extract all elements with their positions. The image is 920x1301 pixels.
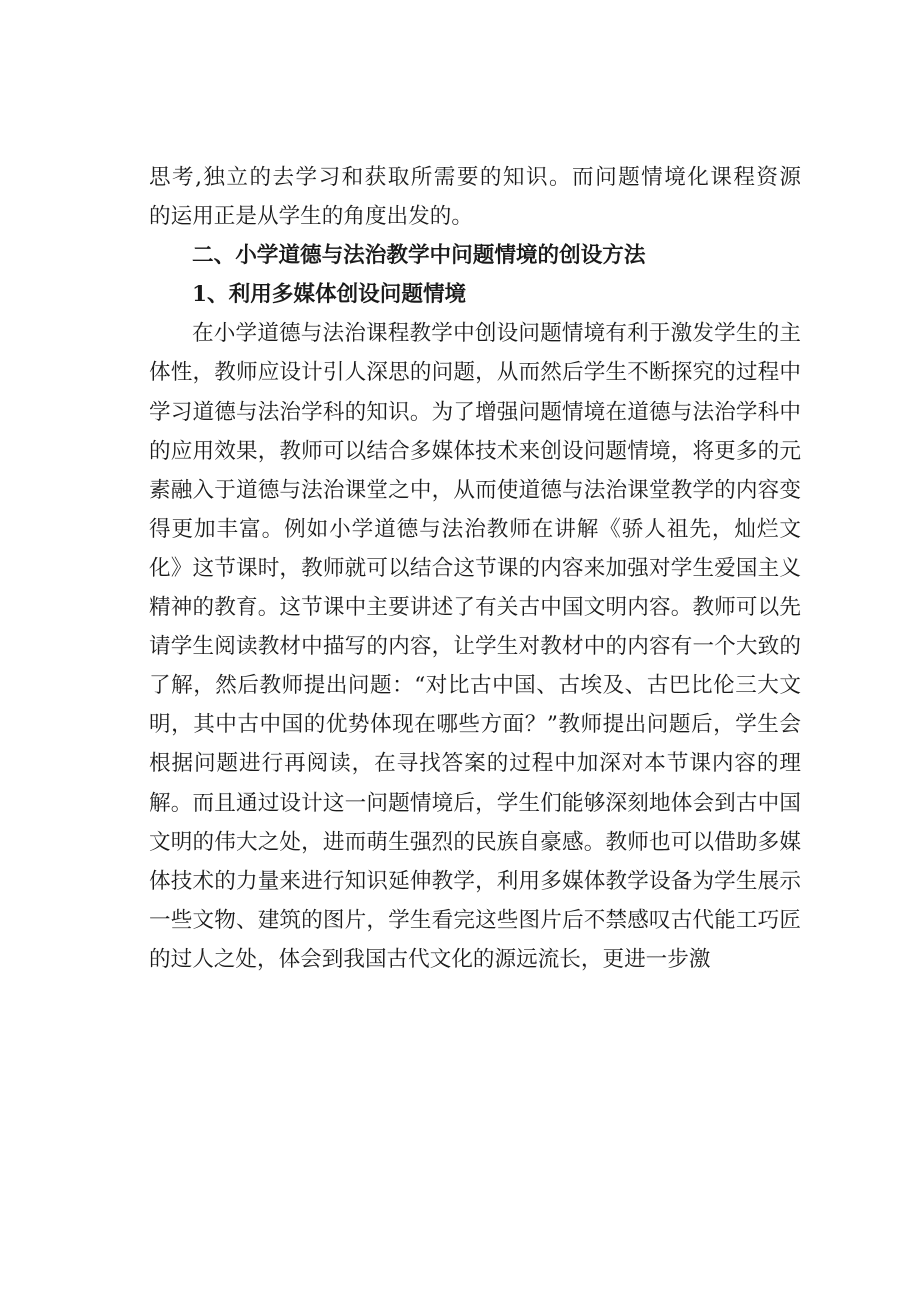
body-paragraph: 在小学道德与法治课程教学中创设问题情境有利于激发学生的主体性，教师应设计引人深思的问题，从而然后学生不断探究的过程中学习道德与法治学科的知识。为了增强问题情境在道德与法治学科中的应用效果，教师可以结合多媒体技术来创设问题情境，将更多的元素融入于道德与法治课堂之中，从而使道德与法治课堂教学的内容变得更加丰富。例如小学道德与法治教师在讲解《骄人祖先，灿烂文化》这节课时，教师就可以结合这节课的内容来加强对学生爱国主义精神的教育。这节课中主要讲述了有关古中国文明内容。教师可以先请学生阅读教材中描写的内容，让学生对教材中的内容有一个大致的了解，然后教师提出问题：“对比古中国、古埃及、古巴比伦三大文明，其中古中国的优势体现在哪些方面？”教师提出问题后，学生会根据问题进行再阅读，在寻找答案的过程中加深对本节课内容的理解。而且通过设计这一问题情境后，学生们能够深刻地体会到古中国文明的伟大之处，进而萌生强烈的民族自豪感。教师也可以借助多媒体技术的力量来进行知识延伸教学，利用多媒体教学设备为学生展示一些文物、建筑的图片，学生看完这些图片后不禁感叹古代能工巧匠的过人之处，体会到我国古代文化的源远流长，更进一步激 — [149, 321, 801, 972]
intro-paragraph-line: 的运用正是从学生的角度出发的。 — [149, 204, 473, 230]
section-heading: 二、小学道德与法治教学中问题情境的创设方法 — [192, 243, 646, 269]
intro-paragraph — [149, 158, 801, 236]
subsection-heading: 1、利用多媒体创设问题情境 — [192, 282, 467, 308]
intro-paragraph-line: 思考,独立的去学习和获取所需要的知识。而问题情境化课程资源 — [149, 165, 801, 190]
document-page — [149, 158, 801, 979]
